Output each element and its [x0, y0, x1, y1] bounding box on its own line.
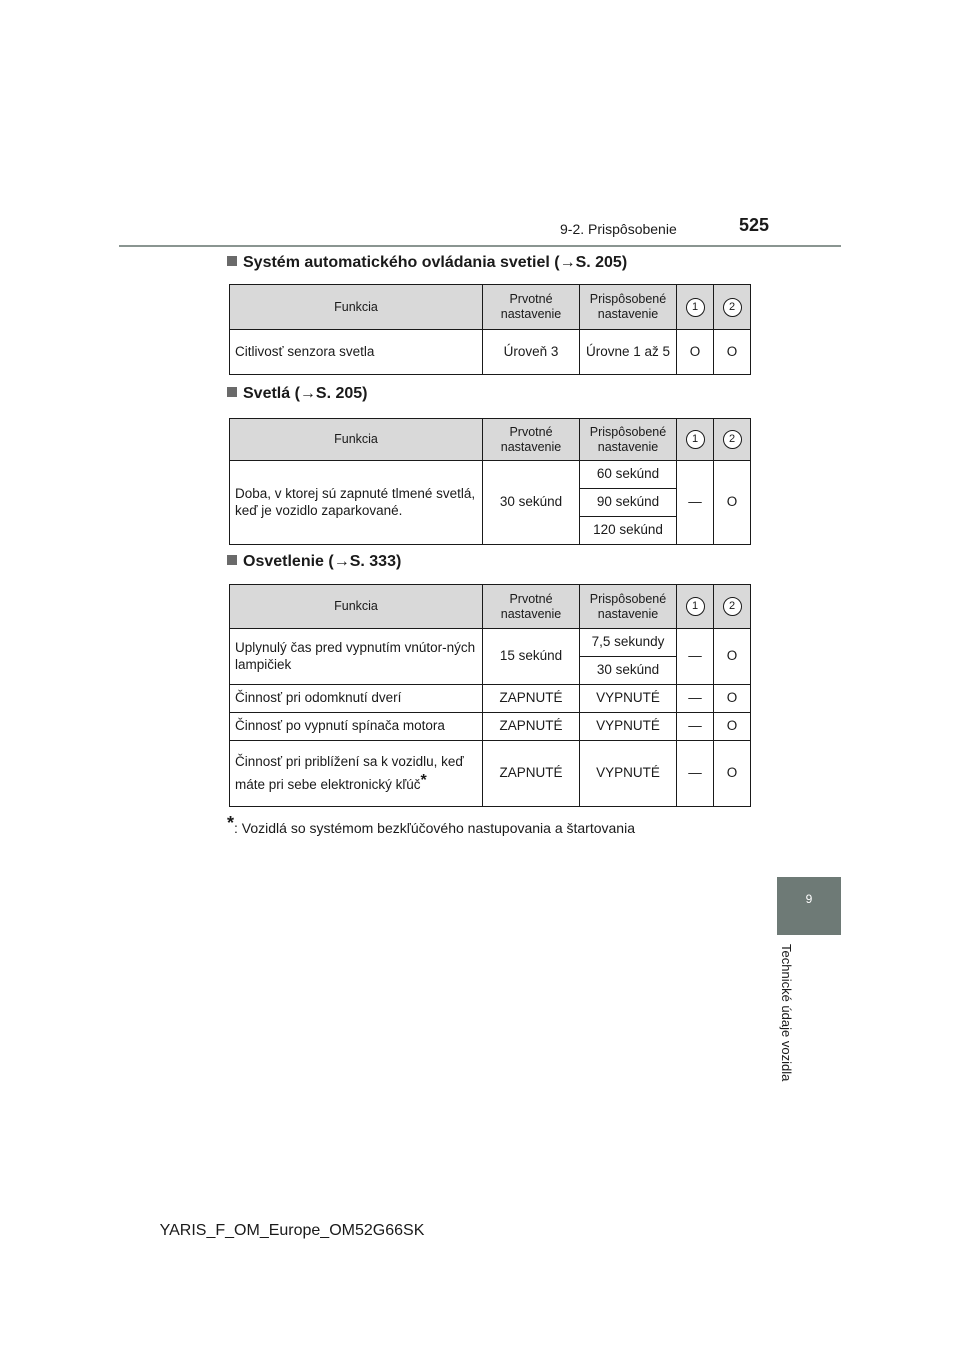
table-row — [230, 330, 751, 375]
page-number: 525 — [739, 215, 770, 235]
cell-custom: VYPNUTÉ — [580, 741, 677, 807]
header-prisposobene: Prispôsobené nastavenie — [580, 585, 677, 629]
circled-two-icon: 2 — [723, 298, 742, 317]
table-illumination — [229, 584, 751, 807]
table-lights — [229, 418, 751, 545]
header-prvotne: Prvotné nastavenie — [483, 585, 580, 629]
square-bullet-icon — [227, 555, 237, 565]
cell-custom: VYPNUTÉ — [580, 713, 677, 741]
section-title-lights — [227, 385, 368, 403]
asterisk-mark: * — [420, 771, 427, 789]
square-bullet-icon — [227, 387, 237, 397]
cell-custom-option: 60 sekúnd — [580, 461, 677, 489]
cell-col2: O — [714, 629, 751, 685]
section-title-illumination — [227, 553, 401, 571]
table-row — [230, 685, 751, 713]
header-funkcia: Funkcia — [230, 419, 483, 461]
cell-col2: O — [714, 685, 751, 713]
section-title-auto-light — [227, 254, 627, 272]
table-header-row — [230, 585, 751, 629]
header-col1 — [677, 419, 714, 461]
header-col2 — [714, 585, 751, 629]
cell-custom: Úrovne 1 až 5 — [580, 330, 677, 375]
circled-one-icon: 1 — [686, 430, 705, 449]
cell-function: Činnosť pri odomknutí dverí — [230, 685, 483, 713]
document-id: YARIS_F_OM_Europe_OM52G66SK — [159, 1222, 425, 1239]
chapter-label-container — [779, 944, 803, 1104]
table-header-row — [230, 419, 751, 461]
section-title-text: Systém automatického ovládania svetiel (→S. 205) — [243, 254, 628, 271]
header-col1 — [677, 585, 714, 629]
header-prvotne: Prvotné nastavenie — [483, 285, 580, 330]
chapter-number: 9 — [805, 892, 813, 906]
cell-initial: 15 sekúnd — [483, 629, 580, 685]
header-funkcia: Funkcia — [230, 585, 483, 629]
circled-one-icon: 1 — [686, 298, 705, 317]
cell-function: Činnosť po vypnutí spínača motora — [230, 713, 483, 741]
cell-custom-option: 120 sekúnd — [580, 517, 677, 545]
cell-col2: O — [714, 330, 751, 375]
footnote-text: : Vozidlá so systémom bezkľúčového nastupovania a štartovania — [234, 820, 635, 836]
header-prvotne: Prvotné nastavenie — [483, 419, 580, 461]
section-header: 9-2. Prispôsobenie — [560, 221, 677, 237]
header-prisposobene: Prispôsobené nastavenie — [580, 419, 677, 461]
table-row — [230, 461, 751, 489]
cell-function: Citlivosť senzora svetla — [230, 330, 483, 375]
cell-initial: 30 sekúnd — [483, 461, 580, 545]
chapter-tab — [777, 877, 841, 935]
cell-col1: O — [677, 330, 714, 375]
header-col2 — [714, 285, 751, 330]
table-row — [230, 713, 751, 741]
cell-function — [230, 741, 483, 807]
cell-function: Uplynulý čas pred vypnutím vnútor-ných lampičiek — [230, 629, 483, 685]
cell-initial: ZAPNUTÉ — [483, 713, 580, 741]
cell-col2: O — [714, 713, 751, 741]
cell-col1: — — [677, 461, 714, 545]
circled-two-icon: 2 — [723, 430, 742, 449]
cell-custom-option: 7,5 sekundy — [580, 629, 677, 657]
header-divider — [119, 245, 841, 247]
cell-initial: ZAPNUTÉ — [483, 685, 580, 713]
section-title-text: Svetlá (→S. 205) — [243, 385, 368, 402]
table-row — [230, 741, 751, 807]
table-row — [230, 629, 751, 657]
cell-initial: Úroveň 3 — [483, 330, 580, 375]
cell-col1: — — [677, 713, 714, 741]
header-funkcia: Funkcia — [230, 285, 483, 330]
cell-initial: ZAPNUTÉ — [483, 741, 580, 807]
table-auto-light — [229, 284, 751, 375]
cell-custom-option: 30 sekúnd — [580, 657, 677, 685]
document-footer — [0, 1222, 960, 1240]
circled-one-icon: 1 — [686, 597, 705, 616]
header-prisposobene: Prispôsobené nastavenie — [580, 285, 677, 330]
cell-col1: — — [677, 685, 714, 713]
cell-function-text: Činnosť pri priblížení sa k vozidlu, keď máte pri sebe elektronický kľúč — [235, 754, 464, 792]
chapter-label: Technické údaje vozidla — [779, 944, 794, 1082]
cell-col2: O — [714, 461, 751, 545]
cell-col1: — — [677, 741, 714, 807]
circled-two-icon: 2 — [723, 597, 742, 616]
section-title-text: Osvetlenie (→S. 333) — [243, 553, 402, 570]
footnote-asterisk: * — [227, 813, 235, 833]
cell-function: Doba, v ktorej sú zapnuté tlmené svetlá, keď je vozidlo zaparkované. — [230, 461, 483, 545]
cell-custom: VYPNUTÉ — [580, 685, 677, 713]
header-col1 — [677, 285, 714, 330]
cell-col2: O — [714, 741, 751, 807]
header-col2 — [714, 419, 751, 461]
table-header-row — [230, 285, 751, 330]
cell-custom-option: 90 sekúnd — [580, 489, 677, 517]
square-bullet-icon — [227, 256, 237, 266]
cell-col1: — — [677, 629, 714, 685]
footnote — [227, 813, 635, 836]
